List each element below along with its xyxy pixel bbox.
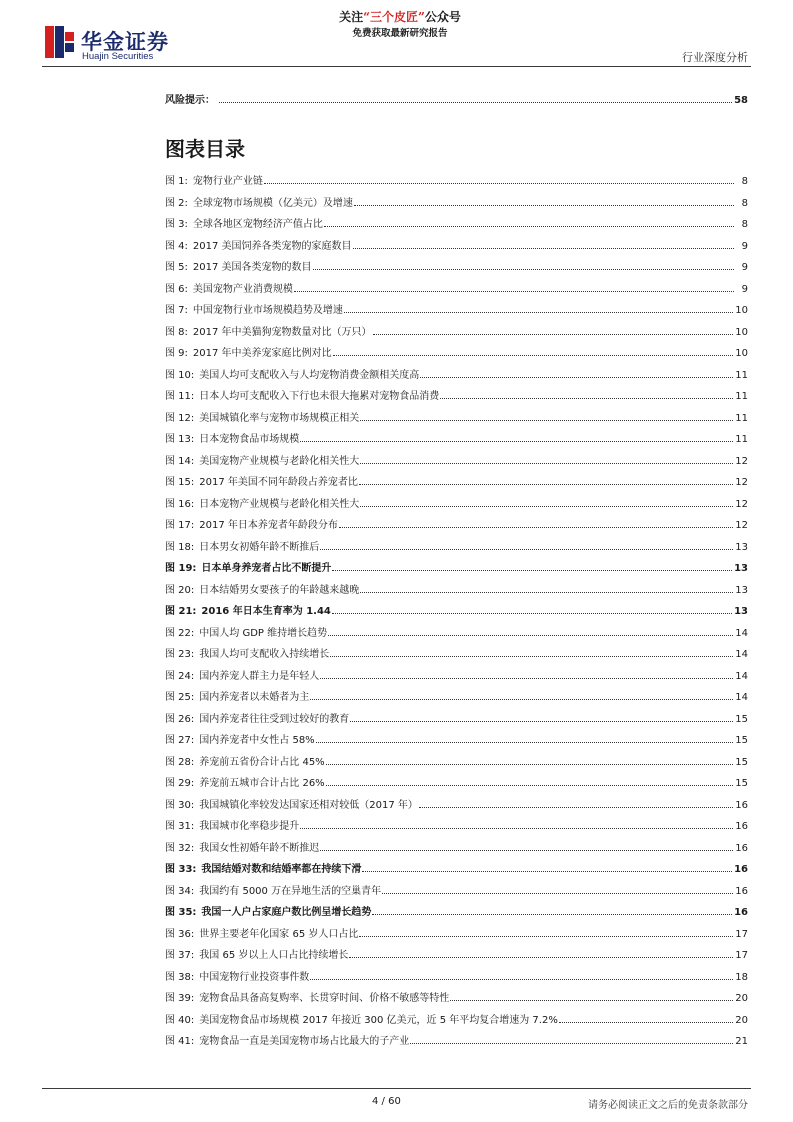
toc-entry-page: 16 [734,907,748,918]
toc-entry[interactable] [165,172,748,194]
toc-entry-page: 11 [735,369,748,381]
dot-leader [419,807,733,808]
toc-entry-title: 日本单身养宠者占比不断提升 [201,563,332,574]
promo-suffix: 公众号 [424,10,461,24]
dot-leader [360,420,733,421]
risk-label: 风险提示： [165,95,215,106]
toc-entry-page: 20 [735,993,748,1004]
dot-leader [264,183,734,184]
toc-entry-page: 14 [735,627,748,639]
dot-leader [320,549,733,550]
toc-entry[interactable] [165,1011,748,1033]
toc-entry-label: 图 1: [165,176,188,187]
toc-entry[interactable] [165,774,748,796]
toc-entry-title: 2017 年日本养宠者年龄段分布 [199,520,338,531]
toc-entry-label: 图 41: [165,1036,195,1047]
toc-entry-title: 美国人均可支配收入与人均宠物消费金额相关度高 [199,369,420,381]
dot-leader [326,785,734,786]
toc-entry-label: 图 15: [165,477,195,488]
toc-entry[interactable] [165,473,748,495]
toc-entry-title: 日本结婚男女要孩子的年龄越来越晚 [199,584,360,596]
toc-entry[interactable] [165,882,748,904]
huajin-logo-icon [45,26,75,58]
toc-entry[interactable] [165,194,748,216]
toc-entry-label: 图 3: [165,219,188,230]
toc-entry-page: 13 [735,584,748,596]
toc-entry-page: 18 [735,971,748,983]
toc-entry-label: 图 14: [165,455,195,467]
toc-entry-page: 10 [735,305,748,316]
toc-entry-label: 图 25: [165,692,195,703]
toc-entry-page: 13 [735,541,748,553]
toc-entry-page: 10 [735,326,748,338]
toc-entry-label: 图 6: [165,283,188,295]
toc-entry-label: 图 19: [165,563,197,574]
toc-entry-page: 9 [741,240,748,252]
toc-entry-title: 2017 年美国不同年龄段占养宠者比 [199,477,358,488]
toc-entry-label: 图 20: [165,584,195,596]
toc-entry-page: 17 [735,950,748,961]
toc-entry[interactable] [165,559,748,581]
dot-leader [294,291,734,292]
toc-entry-label: 图 28: [165,756,195,768]
toc-entry-title: 养宠前五省份合计占比 45% [199,756,325,768]
dot-leader [410,1043,733,1044]
toc-entry[interactable] [165,280,748,302]
page-number: 4 / 60 [372,1096,401,1107]
toc-entry[interactable] [165,581,748,603]
toc-entry[interactable] [165,839,748,861]
toc-entry-page: 13 [734,606,748,617]
figure-index-title: 图表目录 [165,137,245,161]
toc-entry-title: 日本人均可支配收入下行也未很大拖累对宠物食品消费 [199,391,440,402]
dot-leader [320,678,733,679]
toc-entry-page: 9 [741,262,748,273]
dot-leader [324,226,734,227]
toc-entry[interactable] [165,731,748,753]
toc-entry-page: 10 [735,348,748,359]
toc-entry-label: 图 37: [165,950,195,961]
toc-entry-label: 图 36: [165,928,195,940]
dot-leader [382,893,733,894]
toc-entry-title: 国内养宠者以未婚者为主 [199,692,310,703]
dot-leader [440,398,733,399]
toc-entry-page: 13 [734,563,748,574]
toc-entry-label: 图 7: [165,305,188,316]
toc-entry-page: 11 [735,412,748,424]
toc-entry-page: 14 [735,649,748,660]
document-type: 行业深度分析 [682,51,748,64]
dot-leader [316,742,734,743]
dot-leader [420,377,733,378]
toc-entry-page: 16 [734,864,748,875]
promo-highlight: “三个皮匠” [363,10,425,24]
toc-entry-title: 宠物食品具备高复购率、长贯穿时间、价格不敏感等特性 [199,993,450,1004]
toc-entry[interactable] [165,430,748,452]
toc-entry-label: 图 30: [165,799,195,811]
toc-entry-title: 中国人均 GDP 维持增长趋势 [199,627,328,639]
toc-entry[interactable] [165,968,748,990]
toc-entry-label: 图 40: [165,1014,195,1026]
toc-entry-page: 16 [735,885,748,897]
toc-entry[interactable] [165,215,748,237]
dot-leader [362,871,732,872]
toc-entry-page: 8 [741,176,748,187]
footer-disclaimer: 请务必阅读正文之后的免责条款部分 [588,1100,748,1111]
toc-entry-title: 宠物行业产业链 [192,176,263,187]
dot-leader [330,656,733,657]
toc-entry[interactable] [165,903,748,925]
dot-leader [359,936,733,937]
toc-entry[interactable] [165,989,748,1011]
toc-entry-title: 国内养宠人群主力是年轻人 [199,670,320,682]
toc-entry[interactable] [165,624,748,646]
dot-leader [332,570,732,571]
toc-entry-title: 美国城镇化率与宠物市场规模正相关 [199,412,360,424]
toc-entry[interactable] [165,710,748,732]
dot-leader [353,248,734,249]
toc-entry-label: 图 21: [165,606,197,617]
dot-leader [326,764,734,765]
toc-entry[interactable] [165,925,748,947]
toc-entry-title: 中国宠物行业投资事件数 [199,971,310,983]
toc-entry-title: 我国城镇化率较发达国家还相对较低（2017 年） [199,799,418,811]
dot-leader [320,850,733,851]
dot-leader [300,441,733,442]
dot-leader [310,699,733,700]
dot-leader [333,355,734,356]
toc-entry-page: 8 [741,219,748,230]
toc-entry-title: 2017 美国各类宠物的数目 [192,262,312,273]
toc-entry-label: 图 13: [165,434,195,445]
toc-entry-label: 图 24: [165,670,195,682]
toc-entry-page: 16 [735,842,748,854]
toc-entry-title: 国内养宠者往往受到过较好的教育 [199,713,350,725]
dot-leader [310,979,733,980]
toc-entry-page: 15 [735,713,748,725]
toc-entry[interactable] [165,366,748,388]
toc-entry-label: 图 18: [165,541,195,553]
toc-entry-page: 12 [735,520,748,531]
logo-chinese-text: 华金证券 [81,30,169,54]
promo-prefix: 关注 [339,10,364,24]
toc-entry-title: 2017 美国饲养各类宠物的家庭数目 [192,240,352,252]
toc-entry-title: 全球宠物市场规模（亿美元）及增速 [192,197,353,209]
toc-entry[interactable] [165,258,748,280]
dot-leader [300,828,733,829]
toc-entry-page: 15 [735,756,748,768]
toc-entry-label: 图 38: [165,971,195,983]
toc-entry-label: 图 8: [165,326,188,338]
toc-entry-title: 日本男女初婚年龄不断推后 [199,541,320,553]
toc-entry-page: 12 [735,498,748,510]
toc-entry[interactable] [165,946,748,968]
toc-entry-title: 2017 年中美养宠家庭比例对比 [192,348,332,359]
toc-entry-title: 日本宠物产业规模与老龄化相关性大 [199,498,360,510]
toc-entry[interactable] [165,516,748,538]
toc-entry-label: 图 2: [165,197,188,209]
dot-leader [344,312,733,313]
toc-entry[interactable] [165,1032,748,1054]
toc-entry-label: 图 17: [165,520,195,531]
dot-leader [354,205,734,206]
dot-leader [313,269,734,270]
toc-entry-label: 图 11: [165,391,195,402]
toc-entry-page: 16 [735,799,748,811]
dot-leader [350,721,733,722]
figure-toc-list [165,172,748,1054]
toc-entry[interactable] [165,667,748,689]
toc-entry-label: 图 31: [165,821,195,832]
toc-entry-title: 美国宠物食品市场规模 2017 年接近 300 亿美元，近 5 年平均复合增速为 7.2% [199,1014,558,1026]
dot-leader [332,613,732,614]
toc-entry-label: 图 29: [165,778,195,789]
toc-entry-title: 养宠前五城市合计占比 26% [199,778,325,789]
dot-leader [359,484,733,485]
promo-subline: 免费获取最新研究报告 [352,28,448,39]
dot-leader [328,635,733,636]
toc-entry-title: 日本宠物食品市场规模 [199,434,300,445]
toc-entry-title: 我国人均可支配收入持续增长 [199,649,330,660]
toc-entry[interactable] [165,753,748,775]
toc-entry[interactable] [165,860,748,882]
risk-page: 58 [734,95,748,106]
dot-leader [372,914,732,915]
company-logo [45,26,215,62]
toc-entry-label: 图 39: [165,993,195,1004]
toc-entry[interactable] [165,796,748,818]
toc-entry-title: 2016 年日本生育率为 1.44 [201,606,331,617]
toc-entry-page: 14 [735,670,748,682]
toc-entry-page: 12 [735,477,748,488]
toc-entry[interactable] [165,323,748,345]
toc-entry-label: 图 26: [165,713,195,725]
footer-divider [42,1088,751,1089]
toc-entry-label: 图 32: [165,842,195,854]
toc-entry-label: 图 9: [165,348,188,359]
toc-entry[interactable] [165,538,748,560]
toc-entry-label: 图 10: [165,369,195,381]
dot-leader [339,527,733,528]
toc-risk-entry[interactable] [165,91,748,106]
toc-entry-page: 20 [735,1014,748,1026]
toc-entry-label: 图 27: [165,735,195,746]
toc-entry-title: 美国宠物产业规模与老龄化相关性大 [199,455,360,467]
toc-entry-title: 2017 年中美猫狗宠物数量对比（万只） [192,326,372,338]
toc-entry-title: 我国女性初婚年龄不断推迟 [199,842,320,854]
toc-entry-title: 我国结婚对数和结婚率都在持续下滑 [201,864,362,875]
dot-leader [360,463,733,464]
toc-entry-page: 12 [735,455,748,467]
dot-leader [219,102,732,103]
toc-entry-title: 国内养宠者中女性占 58% [199,735,315,746]
toc-entry[interactable] [165,645,748,667]
toc-entry[interactable] [165,387,748,409]
toc-entry-page: 8 [741,197,748,209]
dot-leader [349,957,733,958]
toc-entry-label: 图 33: [165,864,197,875]
toc-entry-title: 我国城市化率稳步提升 [199,821,300,832]
promo-line [270,8,530,25]
toc-entry-title: 世界主要老年化国家 65 岁人口占比 [199,928,359,940]
toc-entry[interactable] [165,301,748,323]
toc-entry-page: 15 [735,735,748,746]
dot-leader [373,334,734,335]
toc-entry[interactable] [165,602,748,624]
toc-entry[interactable] [165,452,748,474]
dot-leader [559,1022,733,1023]
toc-entry[interactable] [165,817,748,839]
logo-english-text: Huajin Securities [82,51,154,62]
toc-entry-title: 宠物食品一直是美国宠物市场占比最大的子产业 [199,1036,410,1047]
toc-entry[interactable] [165,237,748,259]
toc-entry-label: 图 35: [165,907,197,918]
toc-entry-page: 11 [735,391,748,402]
toc-entry-page: 14 [735,692,748,703]
toc-entry-title: 全球各地区宠物经济产值占比 [192,219,323,230]
toc-entry-page: 11 [735,434,748,445]
toc-entry-title: 美国宠物产业消费规模 [192,283,293,295]
toc-entry[interactable] [165,344,748,366]
toc-entry-label: 图 12: [165,412,195,424]
toc-entry[interactable] [165,409,748,431]
toc-entry-page: 21 [735,1036,748,1047]
toc-entry-title: 我国一人户占家庭户数比例呈增长趋势 [201,907,372,918]
toc-entry-page: 9 [741,283,748,295]
dot-leader [450,1000,733,1001]
toc-entry-title: 我国 65 岁以上人口占比持续增长 [199,950,349,961]
toc-entry-label: 图 5: [165,262,188,273]
toc-entry[interactable] [165,688,748,710]
dot-leader [360,506,733,507]
toc-entry-page: 16 [735,821,748,832]
toc-entry-label: 图 22: [165,627,195,639]
toc-entry-label: 图 23: [165,649,195,660]
toc-entry-label: 图 34: [165,885,195,897]
toc-entry-label: 图 16: [165,498,195,510]
toc-entry-title: 我国约有 5000 万在异地生活的空巢青年 [199,885,382,897]
dot-leader [360,592,733,593]
toc-entry[interactable] [165,495,748,517]
header-divider [42,66,751,67]
toc-entry-title: 中国宠物行业市场规模趋势及增速 [192,305,343,316]
toc-entry-page: 15 [735,778,748,789]
toc-entry-page: 17 [735,928,748,940]
toc-entry-label: 图 4: [165,240,188,252]
